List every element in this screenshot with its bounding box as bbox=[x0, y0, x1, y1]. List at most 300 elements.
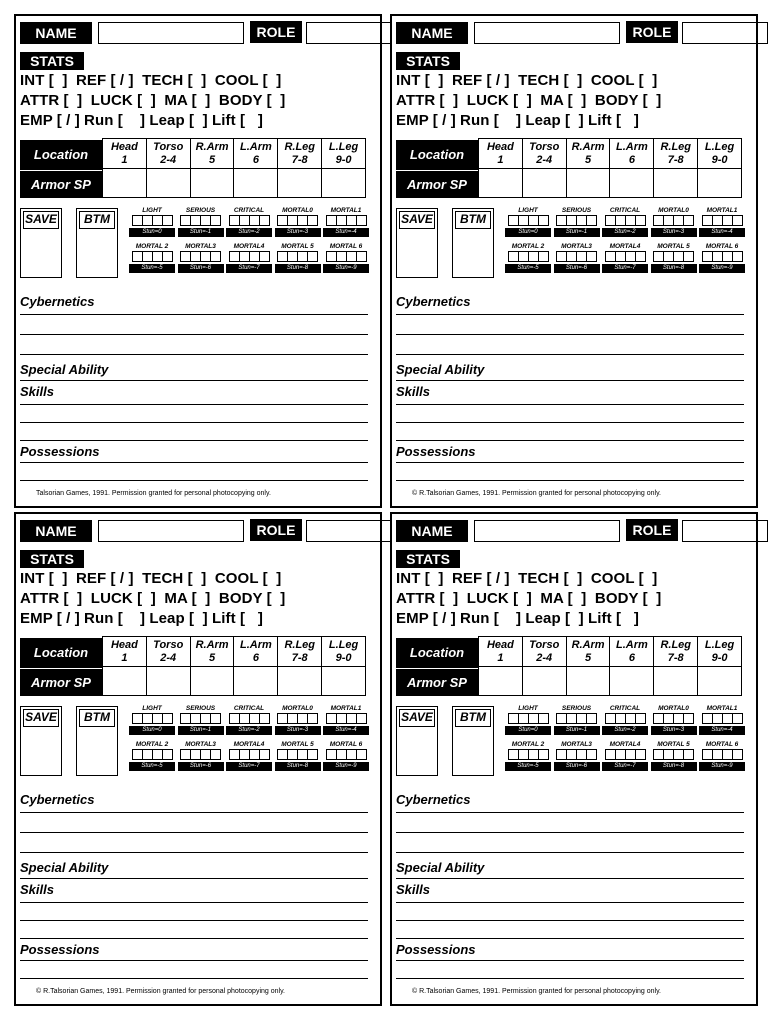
location-header bbox=[147, 637, 190, 667]
wound-label: MORTAL1 bbox=[330, 705, 362, 712]
wound-checkbox[interactable] bbox=[586, 215, 597, 226]
write-line[interactable] bbox=[20, 878, 368, 879]
location-column bbox=[277, 637, 321, 695]
location-column bbox=[522, 637, 566, 695]
wound-label: MORTAL3 bbox=[561, 243, 592, 250]
cybernetics-label: Cybernetics bbox=[396, 294, 471, 309]
wound-boxes bbox=[605, 749, 646, 760]
wound-checkbox[interactable] bbox=[635, 251, 646, 262]
location-range: 1 bbox=[497, 154, 504, 166]
wound-checkbox[interactable] bbox=[683, 749, 694, 760]
wound-label: MORTAL3 bbox=[185, 741, 216, 748]
wound-boxes bbox=[229, 251, 270, 262]
write-line[interactable] bbox=[396, 938, 744, 939]
wound-checkbox[interactable] bbox=[259, 713, 270, 724]
btm-box[interactable] bbox=[452, 706, 494, 776]
wound-row bbox=[506, 206, 744, 237]
write-line[interactable] bbox=[396, 878, 744, 879]
write-line[interactable] bbox=[396, 902, 744, 903]
wound-checkbox[interactable] bbox=[635, 749, 646, 760]
armor-sp-field[interactable] bbox=[103, 667, 146, 695]
wound-level bbox=[555, 704, 599, 735]
armor-sp-field[interactable] bbox=[698, 667, 741, 695]
location-name: L.Arm bbox=[240, 639, 272, 651]
wound-level bbox=[179, 206, 223, 237]
write-line[interactable] bbox=[20, 480, 368, 481]
write-line[interactable] bbox=[20, 938, 368, 939]
armor-sp-field[interactable] bbox=[278, 667, 321, 695]
stun-label: Stun=-3 bbox=[275, 228, 321, 237]
wound-label: LIGHT bbox=[518, 705, 538, 712]
stat-line: EMP [ / ] Run [ ] Leap [ ] Lift [ ] bbox=[20, 610, 263, 627]
armor-sp-field[interactable] bbox=[278, 169, 321, 197]
write-line[interactable] bbox=[396, 354, 744, 355]
wound-boxes bbox=[605, 251, 646, 262]
wound-checkbox[interactable] bbox=[210, 749, 221, 760]
wound-level bbox=[652, 704, 696, 735]
stun-label: Stun=-8 bbox=[651, 762, 697, 771]
location-header bbox=[191, 637, 234, 667]
stun-label: Stun=-6 bbox=[178, 264, 224, 273]
write-line[interactable] bbox=[396, 380, 744, 381]
wound-level bbox=[700, 740, 744, 771]
stun-label: Stun=-6 bbox=[554, 264, 600, 273]
wound-checkbox[interactable] bbox=[210, 215, 221, 226]
location-range: 9-0 bbox=[711, 154, 728, 166]
location-name: L.Arm bbox=[240, 141, 272, 153]
wound-checkbox[interactable] bbox=[586, 749, 597, 760]
write-line[interactable] bbox=[20, 422, 368, 423]
location-header bbox=[610, 139, 653, 169]
stun-label: Stun=-9 bbox=[323, 762, 369, 771]
write-line[interactable] bbox=[20, 354, 368, 355]
possessions-label: Possessions bbox=[20, 444, 100, 459]
location-name: Head bbox=[110, 639, 138, 651]
wound-track bbox=[506, 206, 744, 278]
write-line[interactable] bbox=[20, 832, 368, 833]
wound-label: CRITICAL bbox=[233, 207, 265, 214]
role-label: ROLE bbox=[250, 519, 302, 541]
btm-box[interactable] bbox=[452, 208, 494, 278]
location-range: 7-8 bbox=[667, 154, 684, 166]
stun-label: Stun=-3 bbox=[651, 228, 697, 237]
write-line[interactable] bbox=[396, 422, 744, 423]
write-line[interactable] bbox=[20, 380, 368, 381]
stun-label: Stun=-1 bbox=[554, 726, 600, 735]
armor-sp-field[interactable] bbox=[567, 667, 610, 695]
wound-checkbox[interactable] bbox=[162, 713, 173, 724]
btm-label: BTM bbox=[79, 211, 115, 229]
armor-sp-label: Armor SP bbox=[396, 669, 478, 696]
btm-label: BTM bbox=[79, 709, 115, 727]
location-range: 2-4 bbox=[536, 154, 553, 166]
wound-checkbox[interactable] bbox=[586, 713, 597, 724]
hit-location-table bbox=[20, 636, 368, 698]
wound-level bbox=[130, 740, 174, 771]
wound-level bbox=[700, 206, 744, 237]
stat-line: ATTR [ ] LUCK [ ] MA [ ] BODY [ ] bbox=[20, 92, 286, 109]
write-line[interactable] bbox=[20, 812, 368, 813]
location-range: 9-0 bbox=[335, 652, 352, 664]
wound-checkbox[interactable] bbox=[732, 251, 743, 262]
wound-level bbox=[603, 242, 647, 273]
write-line[interactable] bbox=[20, 334, 368, 335]
wound-label: MORTAL 6 bbox=[329, 243, 363, 250]
armor-sp-field[interactable] bbox=[147, 667, 190, 695]
wound-boxes bbox=[702, 749, 743, 760]
wound-level bbox=[179, 704, 223, 735]
write-line[interactable] bbox=[396, 404, 744, 405]
stun-label: Stun=-1 bbox=[554, 228, 600, 237]
name-field[interactable] bbox=[98, 22, 244, 44]
armor-sp-field[interactable] bbox=[234, 169, 277, 197]
wound-row bbox=[130, 242, 368, 273]
location-range: 7-8 bbox=[667, 652, 684, 664]
wound-boxes bbox=[326, 713, 367, 724]
wound-boxes bbox=[605, 215, 646, 226]
location-column bbox=[522, 139, 566, 197]
write-line[interactable] bbox=[396, 978, 744, 979]
location-range: 1 bbox=[497, 652, 504, 664]
wound-checkbox[interactable] bbox=[210, 713, 221, 724]
stun-label: Stun=-4 bbox=[323, 726, 369, 735]
wound-boxes bbox=[326, 749, 367, 760]
wound-checkbox[interactable] bbox=[732, 215, 743, 226]
write-line[interactable] bbox=[396, 334, 744, 335]
write-line[interactable] bbox=[396, 960, 744, 961]
save-label: SAVE bbox=[23, 709, 59, 727]
wound-level bbox=[700, 242, 744, 273]
wound-level bbox=[227, 740, 271, 771]
wound-boxes bbox=[132, 713, 173, 724]
wound-checkbox[interactable] bbox=[307, 251, 318, 262]
stun-label: Stun=-4 bbox=[699, 228, 745, 237]
armor-sp-field[interactable] bbox=[698, 169, 741, 197]
wound-checkbox[interactable] bbox=[356, 713, 367, 724]
stun-label: Stun=-7 bbox=[226, 762, 272, 771]
stun-label: Stun=-9 bbox=[699, 762, 745, 771]
location-range: 7-8 bbox=[291, 154, 308, 166]
name-field[interactable] bbox=[98, 520, 244, 542]
save-box[interactable] bbox=[20, 208, 62, 278]
wound-checkbox[interactable] bbox=[732, 713, 743, 724]
name-label: NAME bbox=[396, 520, 468, 542]
wound-checkbox[interactable] bbox=[210, 251, 221, 262]
write-line[interactable] bbox=[20, 978, 368, 979]
wound-checkbox[interactable] bbox=[307, 713, 318, 724]
armor-sp-field[interactable] bbox=[654, 667, 697, 695]
stun-label: Stun=-9 bbox=[323, 264, 369, 273]
possessions-label: Possessions bbox=[396, 942, 476, 957]
location-header bbox=[103, 139, 146, 169]
write-line[interactable] bbox=[396, 852, 744, 853]
wound-checkbox[interactable] bbox=[586, 251, 597, 262]
role-field[interactable] bbox=[682, 520, 768, 542]
armor-sp-field[interactable] bbox=[103, 169, 146, 197]
stun-label: Stun=-4 bbox=[323, 228, 369, 237]
stun-label: Stun=-2 bbox=[602, 228, 648, 237]
role-label: ROLE bbox=[626, 21, 678, 43]
wound-checkbox[interactable] bbox=[356, 749, 367, 760]
copyright-footer: © R.Talsorian Games, 1991. Permission granted for personal photocopying only. bbox=[412, 490, 661, 497]
location-column bbox=[146, 139, 190, 197]
save-box[interactable] bbox=[20, 706, 62, 776]
armor-sp-field[interactable] bbox=[191, 169, 234, 197]
write-line[interactable] bbox=[396, 314, 744, 315]
wound-boxes bbox=[326, 251, 367, 262]
location-column bbox=[609, 139, 653, 197]
stats-label: STATS bbox=[396, 52, 460, 70]
wound-checkbox[interactable] bbox=[538, 251, 549, 262]
wound-boxes bbox=[653, 215, 694, 226]
wound-label: MORTAL1 bbox=[706, 207, 738, 214]
wound-checkbox[interactable] bbox=[683, 215, 694, 226]
wound-checkbox[interactable] bbox=[635, 215, 646, 226]
location-header bbox=[479, 139, 522, 169]
write-line[interactable] bbox=[20, 440, 368, 441]
wound-checkbox[interactable] bbox=[356, 251, 367, 262]
location-header bbox=[278, 139, 321, 169]
stun-label: Stun=-6 bbox=[554, 762, 600, 771]
armor-sp-field[interactable] bbox=[322, 667, 365, 695]
write-line[interactable] bbox=[396, 832, 744, 833]
armor-sp-label: Armor SP bbox=[20, 669, 102, 696]
special-ability-label: Special Ability bbox=[20, 362, 109, 377]
armor-sp-field[interactable] bbox=[610, 667, 653, 695]
stat-line: EMP [ / ] Run [ ] Leap [ ] Lift [ ] bbox=[396, 112, 639, 129]
armor-sp-field[interactable] bbox=[479, 667, 522, 695]
wound-checkbox[interactable] bbox=[538, 713, 549, 724]
location-grid bbox=[102, 636, 366, 696]
stat-line: INT [ ] REF [ / ] TECH [ ] COOL [ ] bbox=[20, 72, 282, 89]
location-label: Location bbox=[396, 638, 478, 668]
location-name: R.Leg bbox=[660, 141, 691, 153]
save-label: SAVE bbox=[399, 709, 435, 727]
stun-label: Stun=0 bbox=[129, 726, 175, 735]
wound-label: CRITICAL bbox=[609, 207, 641, 214]
location-name: Torso bbox=[529, 639, 560, 651]
location-column bbox=[653, 139, 697, 197]
wound-boxes bbox=[653, 713, 694, 724]
wound-label: MORTAL 2 bbox=[135, 741, 169, 748]
stats-label: STATS bbox=[20, 550, 84, 568]
wound-checkbox[interactable] bbox=[635, 713, 646, 724]
wound-checkbox[interactable] bbox=[307, 215, 318, 226]
location-name: L.Leg bbox=[704, 639, 735, 651]
name-field[interactable] bbox=[474, 22, 620, 44]
location-name: R.Leg bbox=[284, 639, 315, 651]
location-column bbox=[321, 637, 365, 695]
btm-box[interactable] bbox=[76, 706, 118, 776]
stat-line: INT [ ] REF [ / ] TECH [ ] COOL [ ] bbox=[396, 570, 658, 587]
location-header bbox=[654, 139, 697, 169]
role-field[interactable] bbox=[682, 22, 768, 44]
wound-label: MORTAL 6 bbox=[705, 741, 739, 748]
location-column bbox=[566, 139, 610, 197]
wound-label: MORTAL0 bbox=[658, 207, 689, 214]
wound-checkbox[interactable] bbox=[162, 215, 173, 226]
wound-label: MORTAL4 bbox=[233, 243, 265, 250]
btm-label: BTM bbox=[455, 211, 491, 229]
possessions-label: Possessions bbox=[396, 444, 476, 459]
wound-level bbox=[700, 704, 744, 735]
stat-line: ATTR [ ] LUCK [ ] MA [ ] BODY [ ] bbox=[396, 590, 662, 607]
write-line[interactable] bbox=[396, 440, 744, 441]
write-line[interactable] bbox=[20, 852, 368, 853]
location-column bbox=[566, 637, 610, 695]
hit-location-table bbox=[396, 138, 744, 200]
wound-level bbox=[276, 242, 320, 273]
location-grid bbox=[102, 138, 366, 198]
wound-boxes bbox=[702, 713, 743, 724]
write-line[interactable] bbox=[396, 812, 744, 813]
location-column bbox=[233, 637, 277, 695]
write-line[interactable] bbox=[20, 462, 368, 463]
write-line[interactable] bbox=[20, 404, 368, 405]
wound-label: MORTAL 6 bbox=[705, 243, 739, 250]
location-header bbox=[567, 139, 610, 169]
wound-boxes bbox=[556, 749, 597, 760]
write-line[interactable] bbox=[396, 920, 744, 921]
wound-checkbox[interactable] bbox=[259, 749, 270, 760]
wound-checkbox[interactable] bbox=[683, 713, 694, 724]
wound-boxes bbox=[702, 215, 743, 226]
wound-boxes bbox=[277, 251, 318, 262]
write-line[interactable] bbox=[20, 920, 368, 921]
role-field[interactable] bbox=[306, 520, 392, 542]
stun-label: Stun=-6 bbox=[178, 762, 224, 771]
name-field[interactable] bbox=[474, 520, 620, 542]
wound-label: MORTAL0 bbox=[282, 705, 313, 712]
wound-checkbox[interactable] bbox=[683, 251, 694, 262]
armor-sp-field[interactable] bbox=[147, 169, 190, 197]
armor-sp-field[interactable] bbox=[523, 169, 566, 197]
stat-line: INT [ ] REF [ / ] TECH [ ] COOL [ ] bbox=[20, 570, 282, 587]
location-name: L.Arm bbox=[616, 141, 648, 153]
role-field[interactable] bbox=[306, 22, 392, 44]
location-range: 7-8 bbox=[291, 652, 308, 664]
armor-sp-label: Armor SP bbox=[396, 171, 478, 198]
stun-label: Stun=-2 bbox=[226, 726, 272, 735]
save-box[interactable] bbox=[396, 208, 438, 278]
wound-level bbox=[130, 704, 174, 735]
wound-boxes bbox=[556, 713, 597, 724]
wound-checkbox[interactable] bbox=[259, 251, 270, 262]
location-name: R.Leg bbox=[660, 639, 691, 651]
wound-boxes bbox=[277, 713, 318, 724]
save-label: SAVE bbox=[23, 211, 59, 229]
wound-checkbox[interactable] bbox=[307, 749, 318, 760]
wound-level bbox=[276, 206, 320, 237]
wound-checkbox[interactable] bbox=[259, 215, 270, 226]
wound-label: CRITICAL bbox=[609, 705, 641, 712]
wound-label: MORTAL 6 bbox=[329, 741, 363, 748]
location-column bbox=[697, 139, 741, 197]
location-name: Torso bbox=[153, 639, 184, 651]
wound-level bbox=[227, 206, 271, 237]
hit-location-table bbox=[396, 636, 744, 698]
wound-label: MORTAL1 bbox=[330, 207, 362, 214]
wound-checkbox[interactable] bbox=[538, 749, 549, 760]
armor-sp-field[interactable] bbox=[191, 667, 234, 695]
location-name: R.Arm bbox=[195, 141, 229, 153]
wound-level bbox=[652, 740, 696, 771]
wound-label: MORTAL3 bbox=[185, 243, 216, 250]
wound-level bbox=[276, 740, 320, 771]
armor-sp-field[interactable] bbox=[479, 169, 522, 197]
location-range: 5 bbox=[209, 652, 216, 664]
armor-sp-field[interactable] bbox=[322, 169, 365, 197]
wound-label: MORTAL1 bbox=[706, 705, 738, 712]
armor-sp-field[interactable] bbox=[654, 169, 697, 197]
hit-location-table bbox=[20, 138, 368, 200]
wound-checkbox[interactable] bbox=[538, 215, 549, 226]
location-column bbox=[190, 637, 234, 695]
armor-sp-field[interactable] bbox=[523, 667, 566, 695]
btm-box[interactable] bbox=[76, 208, 118, 278]
location-header bbox=[479, 637, 522, 667]
armor-sp-field[interactable] bbox=[567, 169, 610, 197]
write-line[interactable] bbox=[396, 462, 744, 463]
stat-line: ATTR [ ] LUCK [ ] MA [ ] BODY [ ] bbox=[20, 590, 286, 607]
name-label: NAME bbox=[20, 520, 92, 542]
location-name: L.Leg bbox=[328, 639, 359, 651]
location-column bbox=[697, 637, 741, 695]
location-name: Torso bbox=[529, 141, 560, 153]
wound-label: LIGHT bbox=[518, 207, 538, 214]
wound-checkbox[interactable] bbox=[162, 251, 173, 262]
location-header bbox=[322, 139, 365, 169]
location-label: Location bbox=[20, 638, 102, 668]
write-line[interactable] bbox=[20, 314, 368, 315]
stun-label: Stun=-2 bbox=[226, 228, 272, 237]
armor-sp-field[interactable] bbox=[234, 667, 277, 695]
wound-boxes bbox=[508, 713, 549, 724]
wound-boxes bbox=[653, 251, 694, 262]
wound-label: MORTAL4 bbox=[609, 741, 641, 748]
location-name: R.Arm bbox=[195, 639, 229, 651]
location-column bbox=[190, 139, 234, 197]
special-ability-label: Special Ability bbox=[396, 860, 485, 875]
wound-level bbox=[603, 740, 647, 771]
location-range: 6 bbox=[252, 154, 259, 166]
location-label: Location bbox=[396, 140, 478, 170]
stun-label: Stun=-7 bbox=[602, 264, 648, 273]
special-ability-label: Special Ability bbox=[396, 362, 485, 377]
wound-level bbox=[555, 740, 599, 771]
location-range: 5 bbox=[585, 652, 592, 664]
wound-boxes bbox=[132, 251, 173, 262]
cybernetics-label: Cybernetics bbox=[20, 792, 95, 807]
stat-line: INT [ ] REF [ / ] TECH [ ] COOL [ ] bbox=[396, 72, 658, 89]
wound-label: MORTAL 2 bbox=[135, 243, 169, 250]
wound-checkbox[interactable] bbox=[732, 749, 743, 760]
save-box[interactable] bbox=[396, 706, 438, 776]
wound-checkbox[interactable] bbox=[356, 215, 367, 226]
write-line[interactable] bbox=[20, 902, 368, 903]
write-line[interactable] bbox=[20, 960, 368, 961]
wound-checkbox[interactable] bbox=[162, 749, 173, 760]
wound-boxes bbox=[277, 749, 318, 760]
stat-line: ATTR [ ] LUCK [ ] MA [ ] BODY [ ] bbox=[396, 92, 662, 109]
location-column bbox=[233, 139, 277, 197]
location-grid bbox=[478, 138, 742, 198]
wound-boxes bbox=[180, 215, 221, 226]
armor-sp-field[interactable] bbox=[610, 169, 653, 197]
write-line[interactable] bbox=[396, 480, 744, 481]
location-grid bbox=[478, 636, 742, 696]
skills-label: Skills bbox=[20, 384, 54, 399]
